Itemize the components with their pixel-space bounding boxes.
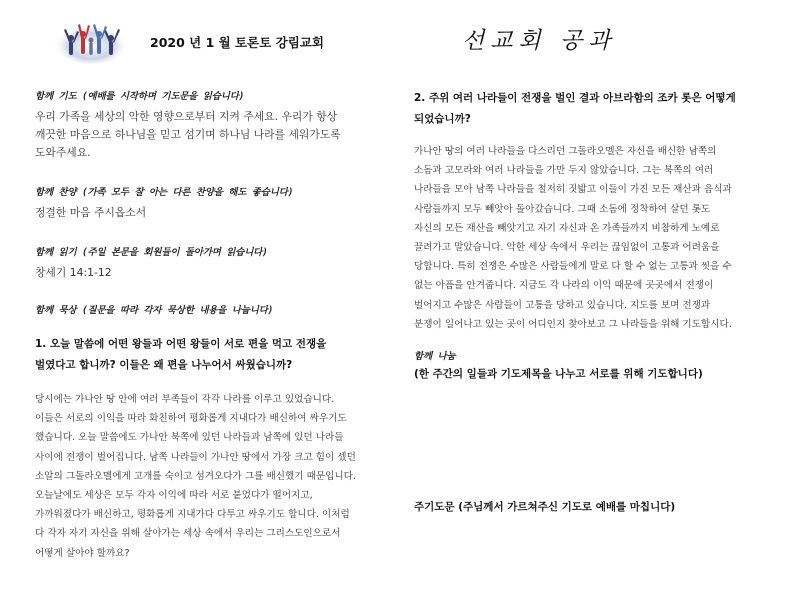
answer-line: 가나안 땅의 여러 나라들을 다스리던 그돌라오멜은 자신을 배신한 남쪽의 bbox=[414, 146, 717, 157]
reading-text: 창세기 14:1-12 bbox=[35, 266, 112, 279]
church-logo bbox=[56, 20, 126, 64]
answer-line: 분쟁이 일어나고 있는 곳이 어디인지 찾아보고 그 나라들을 위해 기도합시다. bbox=[414, 318, 732, 330]
sharing-text: (한 주간의 일들과 기도제목을 나누고 서로를 위해 기도합니다) bbox=[414, 368, 703, 381]
prayer-line: 도와주세요. bbox=[35, 146, 91, 159]
answer-line: 자신의 모든 재산을 빼앗기고 자기 자신과 온 가족들까지 비참하게 노예로 bbox=[414, 222, 720, 234]
left-column bbox=[35, 88, 380, 563]
question-2 bbox=[414, 88, 766, 130]
bulletin-title: 2020 년 1 월 토론토 강림교회 bbox=[150, 35, 324, 50]
answer-line: 다 각자 자기 자신을 위해 살아가는 세상 속에서 우리는 그리스도인으로서 bbox=[35, 528, 341, 540]
answer-line: 이들은 서로의 이익을 따라 화친하여 평화롭게 지내다가 배신하여 싸우기도 bbox=[35, 413, 347, 425]
sharing-heading: 함께 나눔 bbox=[414, 351, 456, 363]
question-line: 1. 오늘 말씀에 어떤 왕들과 어떤 왕들이 서로 편을 먹고 전쟁을 bbox=[35, 338, 327, 350]
reading-heading: 함께 읽기 (주일 본문을 회원들이 돌아가며 읽습니다) bbox=[35, 247, 268, 258]
answer-line: 가까워졌다가 배신하고, 평화롭게 지내가다 다투고 싸우기도 합니다. 이처럼 bbox=[35, 509, 350, 521]
answer-line: 끌려가고 말았습니다. 악한 세상 속에서 우리는 끊임없이 고통과 어려움을 bbox=[414, 242, 720, 254]
question-line: 2. 주위 여러 나라들이 전쟁을 벌인 결과 아브라함의 조카 롯은 어떻게 bbox=[414, 92, 736, 104]
prayer-text bbox=[35, 108, 380, 162]
answer-line: 소돔과 고모라와 여러 나라들을 가만 두지 않았습니다. 그는 북쪽의 여러 bbox=[414, 165, 714, 177]
question-1 bbox=[35, 334, 380, 376]
answer-line: 사람들까지 모두 빼앗아 돌아갔습니다. 그때 소돔에 정착하여 살던 롯도 bbox=[414, 203, 711, 215]
prayer-heading: 함께 기도 (예배를 시작하며 기도문을 읽습니다) bbox=[35, 91, 245, 102]
answer-line: 당시에는 가나안 땅 안에 여러 부족들이 각각 나라를 이루고 있었습니다. bbox=[35, 394, 335, 405]
answer-line: 소알의 그돌라오멜에게 고개를 숙이고 섬겨오다가 그를 배신했기 때문입니다. bbox=[35, 470, 356, 482]
hymn-heading: 함께 찬양 (가족 모두 잘 아는 다른 찬양을 해도 좋습니다) bbox=[35, 187, 294, 198]
brand-title: 선교회 공과 bbox=[462, 28, 617, 54]
closing-prayer: 주기도문 (주님께서 가르쳐주신 기도로 예배를 마칩니다) bbox=[414, 501, 676, 514]
prayer-line: 깨끗한 마음으로 하나님을 믿고 섬기며 하나님 나라를 세워가도록 bbox=[35, 128, 341, 141]
answer-line: 벌어지고 수많은 사람들이 고통을 당하고 있습니다. 지도를 보며 전쟁과 bbox=[414, 299, 711, 311]
answer-line: 했습니다. 오늘 말씀에도 가나안 북쪽에 있던 나라들과 남쪽에 있던 나라들 bbox=[35, 432, 344, 444]
prayer-line: 우리 가족을 세상의 악한 영향으로부터 지켜 주세요. 우리가 항상 bbox=[35, 110, 338, 123]
question-line: 되었습니까? bbox=[414, 113, 471, 125]
question-line: 벌였다고 합니까? 이들은 왜 편을 나누어서 싸웠습니까? bbox=[35, 359, 293, 371]
answer-line: 사이에 전쟁이 벌어집니다. 남쪽 나라들이 가나안 땅에서 가장 크고 힘이 셌던 bbox=[35, 451, 356, 463]
answer-line: 오늘날에도 세상은 모두 각자 이익에 따라 서로 붙었다가 떨어지고, bbox=[35, 490, 313, 502]
answer-1 bbox=[35, 390, 380, 563]
hymn-text: 정결한 마음 주시옵소서 bbox=[35, 206, 147, 219]
answer-line: 나라들을 모아 남쪽 나라들을 철저히 짓밟고 이들이 가진 모든 재산과 음식과 bbox=[414, 184, 732, 196]
answer-line: 어떻게 살아야 할까요? bbox=[35, 547, 130, 559]
answer-line: 당합니다. 특히 전쟁은 수많은 사람들에게 말로 다 할 수 없는 고통과 씻을 수 bbox=[414, 261, 732, 273]
right-column bbox=[414, 88, 766, 518]
meditation-heading: 함께 묵상 (질문을 따라 각자 묵상한 내용을 나눕니다) bbox=[35, 305, 274, 316]
answer-line: 없는 아픔을 안겨줍니다. 지금도 각 나라의 이익 때문에 곳곳에서 전쟁이 bbox=[414, 280, 714, 292]
answer-2 bbox=[414, 142, 766, 334]
